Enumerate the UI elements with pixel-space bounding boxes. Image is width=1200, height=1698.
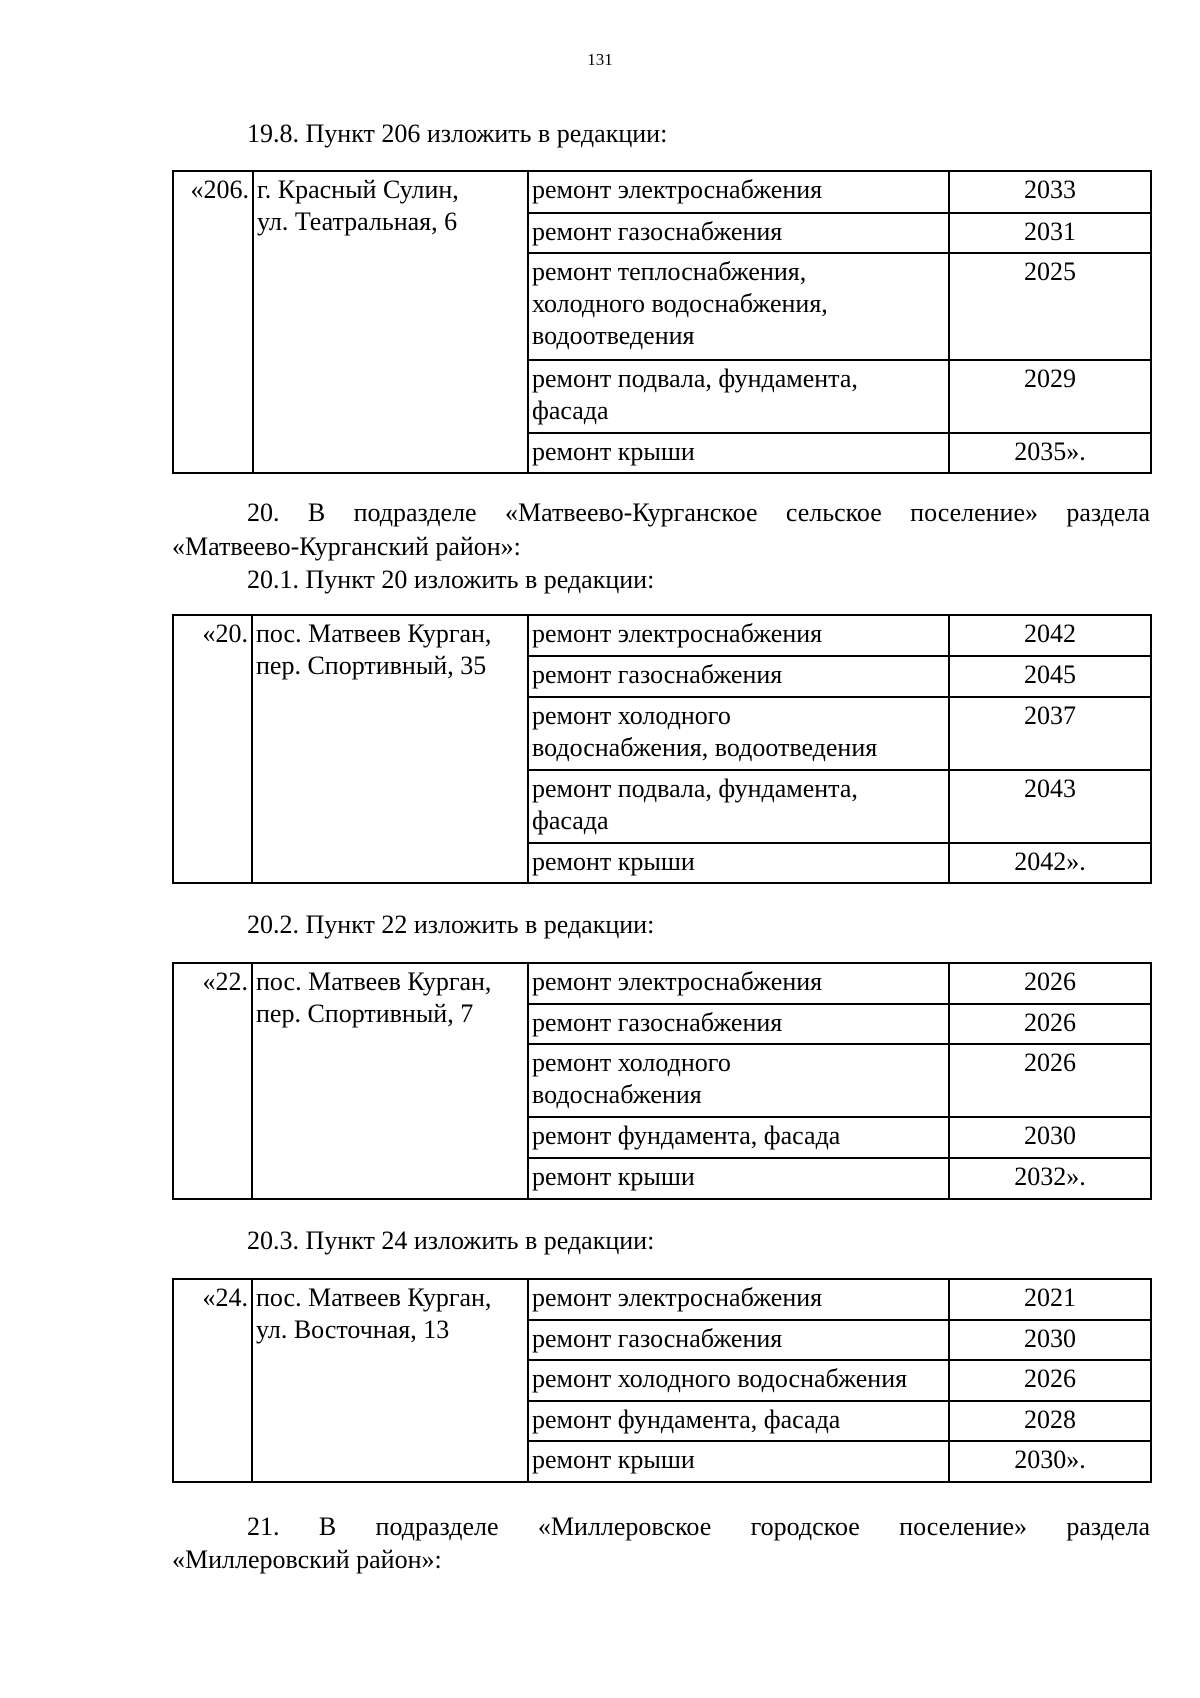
work-type: ремонт крыши [528,433,949,473]
work-year: 2029 [949,360,1151,433]
work-type: ремонт электроснабжения [528,615,949,656]
work-type: ремонт газоснабжения [528,213,949,253]
item-number: «24. [173,1279,252,1482]
work-type: ремонт газоснабжения [528,656,949,697]
work-line: фасада [532,396,609,425]
work-line: водоотведения [532,321,695,350]
paragraph-20-line1: 20. В подразделе «Матвеево-Курганское сельское поселение» раздела [247,498,1150,527]
item-number: «22. [173,963,252,1199]
work-year: 2030». [949,1441,1151,1482]
work-year: 2042». [949,843,1151,883]
work-type [528,1044,949,1117]
work-type: ремонт фундамента, фасада [528,1117,949,1158]
work-type [528,360,949,433]
table-row [173,1279,1151,1320]
work-type: ремонт холодного водоснабжения [528,1360,949,1401]
work-line: холодного водоснабжения, [532,289,828,318]
address-line: пер. Спортивный, 7 [256,999,474,1028]
paragraph-20-line2: «Матвеево-Курганский район»: [172,532,521,561]
work-year: 2030 [949,1117,1151,1158]
work-line: водоснабжения, водоотведения [532,733,878,762]
work-type: ремонт крыши [528,843,949,883]
work-year: 2028 [949,1401,1151,1441]
address-line: ул. Театральная, 6 [257,207,458,236]
item-address [252,615,528,883]
work-type [528,770,949,843]
address-line: пос. Матвеев Курган, [256,1283,492,1312]
table-item-206 [172,170,1152,474]
paragraph-20-3: 20.3. Пункт 24 изложить в редакции: [247,1226,655,1255]
work-year: 2032». [949,1158,1151,1199]
work-year: 2030 [949,1320,1151,1360]
work-year: 2037 [949,697,1151,770]
item-address [253,171,528,473]
work-line: фасада [532,806,609,835]
work-year: 2045 [949,656,1151,697]
work-year: 2026 [949,1360,1151,1401]
table-item-20 [172,614,1152,884]
work-line: водоснабжения [532,1080,702,1109]
item-address [252,1279,528,1482]
address-line: пос. Матвеев Курган, [256,967,492,996]
paragraph-20-2: 20.2. Пункт 22 изложить в редакции: [247,910,655,939]
work-type [528,697,949,770]
address-line: пер. Спортивный, 35 [256,651,487,680]
work-year: 2025 [949,253,1151,360]
paragraph-19-8: 19.8. Пункт 206 изложить в редакции: [247,119,668,148]
table-item-22 [172,962,1152,1200]
work-line: ремонт подвала, фундамента, [532,774,858,803]
work-type: ремонт электроснабжения [528,963,949,1004]
work-type [528,253,949,360]
work-year: 2033 [949,171,1151,213]
work-type: ремонт газоснабжения [528,1320,949,1360]
address-line: ул. Восточная, 13 [256,1315,450,1344]
work-year: 2026 [949,1044,1151,1117]
paragraph-20-1: 20.1. Пункт 20 изложить в редакции: [247,565,655,594]
work-line: ремонт теплоснабжения, [532,257,807,286]
item-number: «206. [173,171,253,473]
item-address [252,963,528,1199]
paragraph-21-line1: 21. В подразделе «Миллеровское городское поселение» раздела [247,1512,1150,1541]
work-year: 2043 [949,770,1151,843]
address-line: г. Красный Сулин, [257,175,459,204]
work-year: 2042 [949,615,1151,656]
work-line: ремонт подвала, фундамента, [532,364,858,393]
work-line: ремонт холодного [532,1048,731,1077]
work-type: ремонт фундамента, фасада [528,1401,949,1441]
work-year: 2026 [949,1004,1151,1044]
work-type: ремонт электроснабжения [528,1279,949,1320]
work-year: 2031 [949,213,1151,253]
work-line: ремонт холодного [532,701,731,730]
table-item-24 [172,1278,1152,1483]
work-year: 2026 [949,963,1151,1004]
work-type: ремонт электроснабжения [528,171,949,213]
address-line: пос. Матвеев Курган, [256,619,492,648]
table-row [173,963,1151,1004]
table-row [173,171,1151,213]
work-year: 2021 [949,1279,1151,1320]
work-type: ремонт крыши [528,1441,949,1482]
table-row [173,615,1151,656]
page-number: 131 [587,50,613,69]
work-year: 2035». [949,433,1151,473]
work-type: ремонт крыши [528,1158,949,1199]
paragraph-21-line2: «Миллеровский район»: [172,1545,442,1574]
item-number: «20. [173,615,252,883]
work-type: ремонт газоснабжения [528,1004,949,1044]
